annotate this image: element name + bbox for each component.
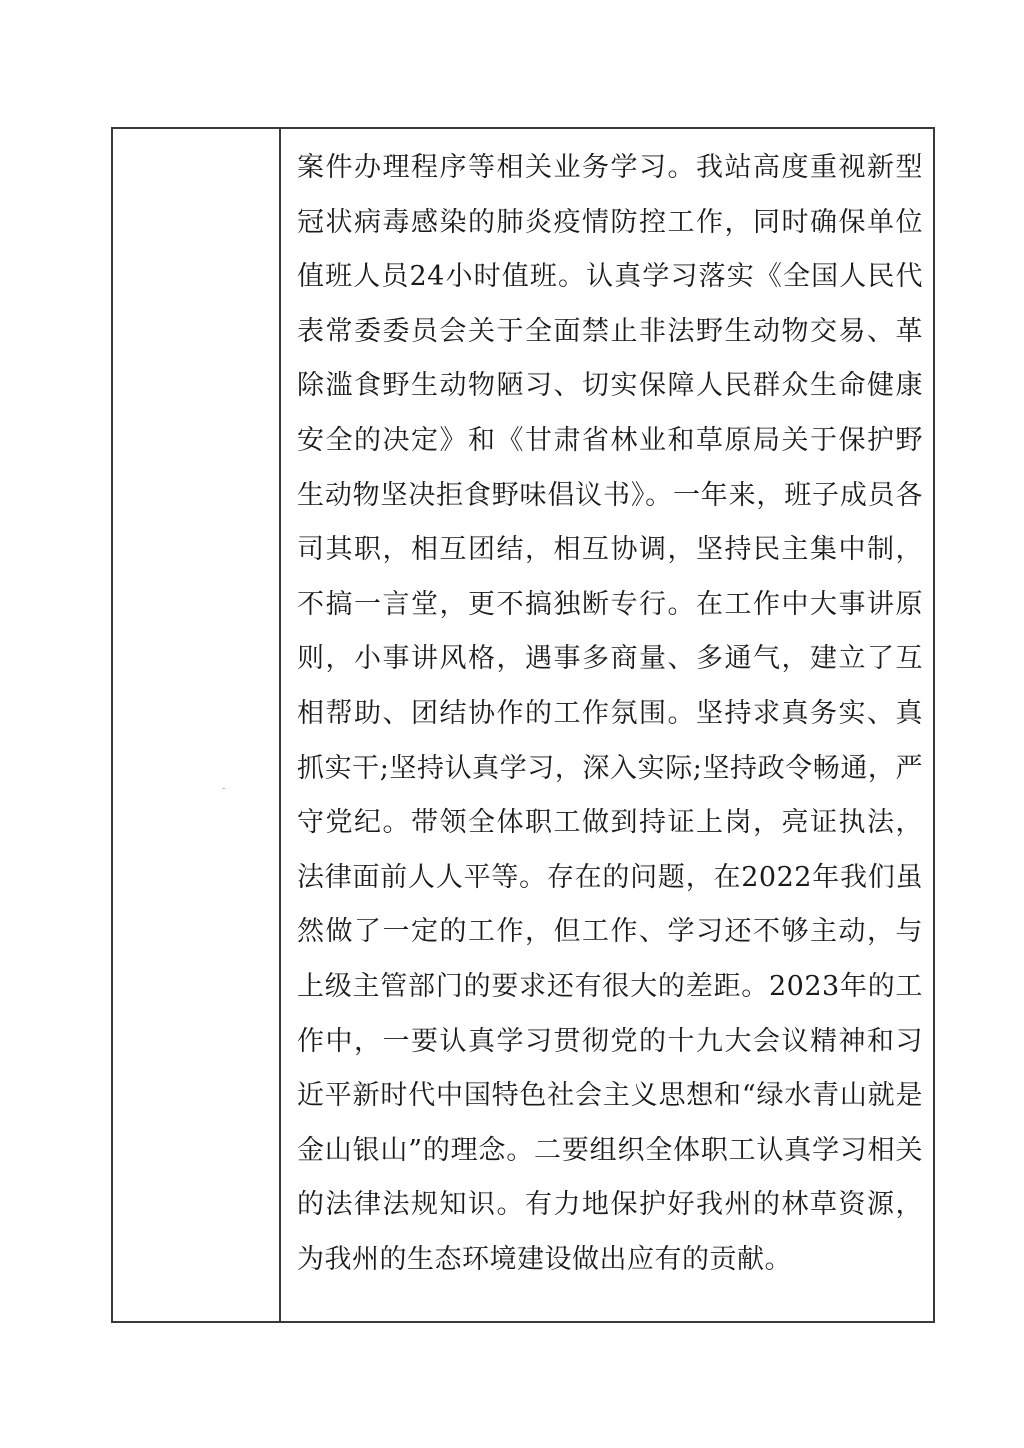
scan-speck — [222, 788, 225, 789]
content-cell — [281, 129, 933, 1321]
report-table — [111, 127, 935, 1323]
report-body-text: 案件办理程序等相关业务学习。我站高度重视新型冠状病毒感染的肺炎疫情防控工作，同时确保单位值班人员24小时值班。认真学习落实《全国人民代表常委委员会关于全面禁止非法野生动物交易、革除滥食野生动物陋习、切实保障人民群众生命健康安全的决定》和《甘肃省林业和草原局关于保护野生动物坚决拒食野味倡议书》。一年来，班子成员各司其职，相互团结，相互协调，坚持民主集中制，不搞一言堂，更不搞独断专行。在工作中大事讲原则，小事讲风格，遇事多商量、多通气，建立了互相帮助、团结协作的工作氛围。坚持求真务实、真抓实干;坚持认真学习，深入实际;坚持政令畅通，严守党纪。带领全体职工做到持证上岗，亮证执法，法律面前人人平等。存在的问题，在2022年我们虽然做了一定的工作，但工作、学习还不够主动，与上级主管部门的要求还有很大的差距。2023年的工作中，一要认真学习贯彻党的十九大会议精神和习近平新时代中国特色社会主义思想和“绿水青山就是金山银山”的理念。二要组织全体职工认真学习相关的法律法规知识。有力地保护好我州的林草资源，为我州的生态环境建设做出应有的贡献。 — [297, 152, 923, 1275]
label-cell — [113, 129, 281, 1321]
